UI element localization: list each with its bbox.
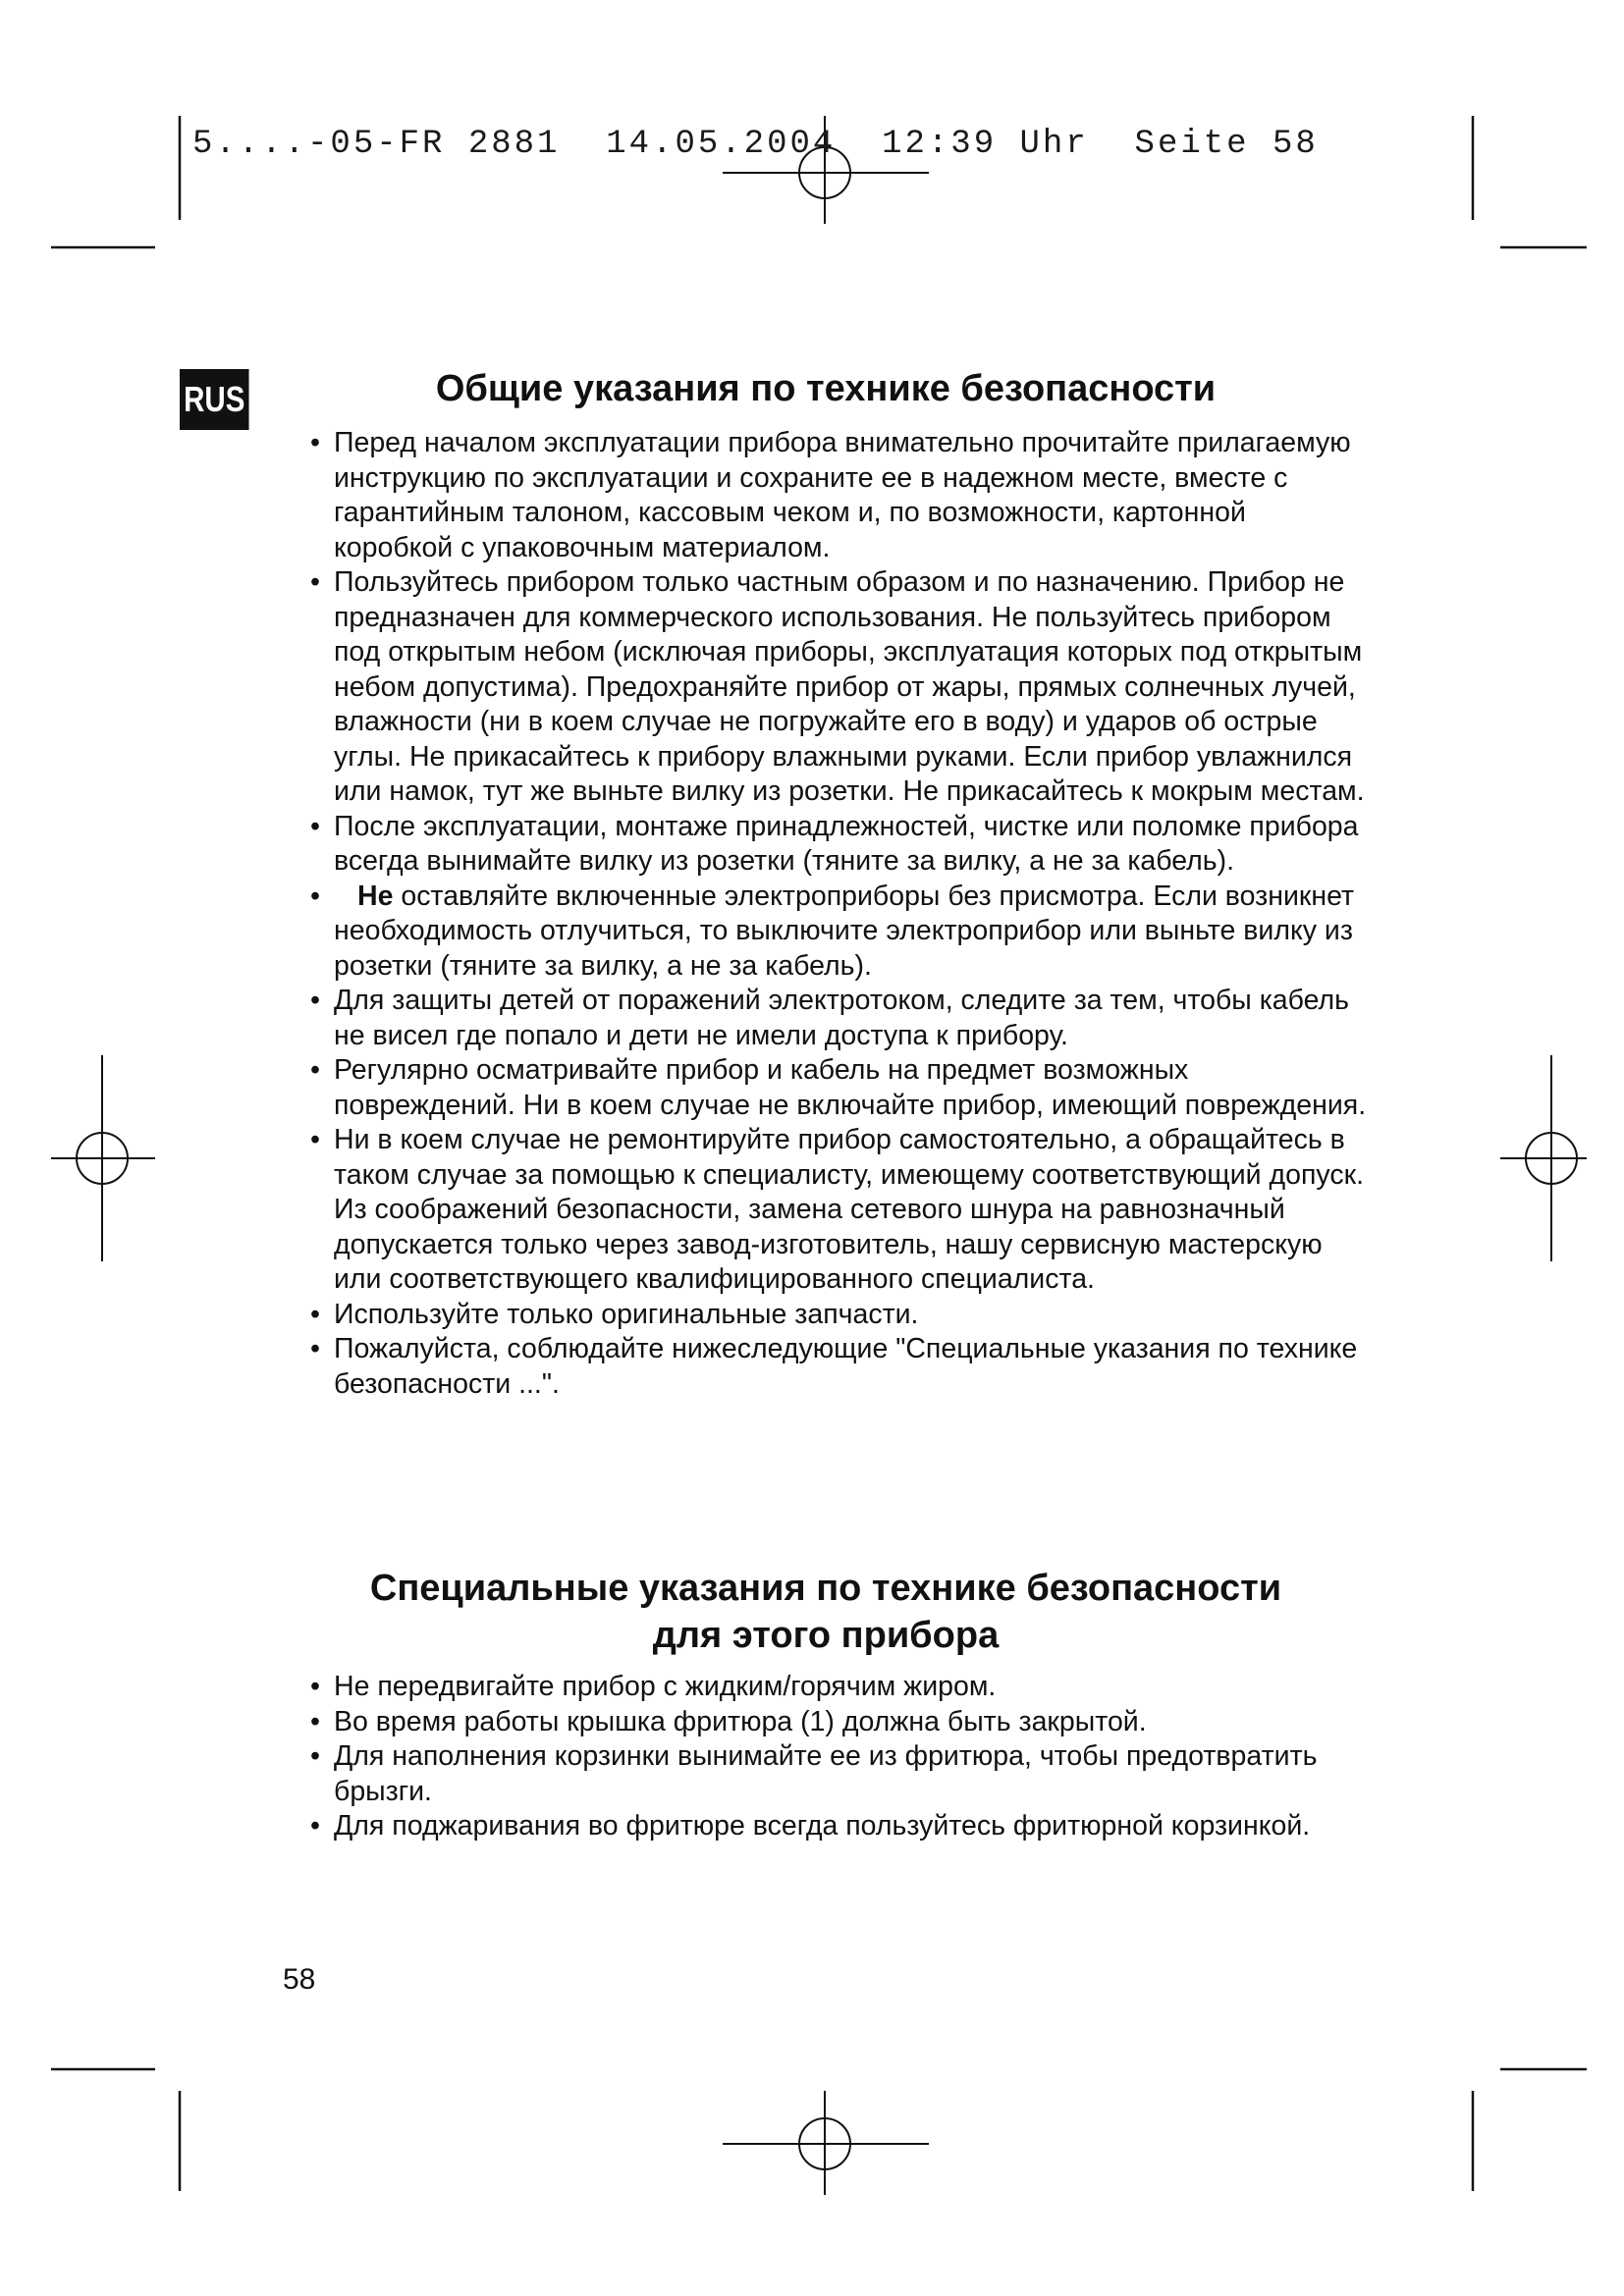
list-item: • Пользуйтесь прибором только частным образом и по назначению. Прибор не предназначен для коммерческого использования. Не пользуйтесь прибором под открытым небом (исключая приборы, эксплуатация которых под открытым небом допустима). Предохраняйте прибор от жары, прямых солнечных лучей, влажности (ни в коем случае не погружайте его в воду) и ударов об острые углы. Не прикасайтесь к прибору влажными руками. Если прибор увлажнился или намок, тут же выньте вилку из розетки. Не прикасайтесь к мокрым местам. [310,566,1365,807]
registration-mark-right [1500,1055,1587,1261]
bullet-icon: • [310,566,320,598]
print-slug-header: 5....-05-FR 2881 14.05.2004 12:39 Uhr Seite 58 [192,126,1319,163]
bullet-icon: • [310,1333,320,1364]
bullet-icon: • [310,1298,320,1330]
list-item: • Во время работы крышка фритюра (1) должна быть закрытой. [287,1705,1367,1740]
section-title-general-safety: Общие указания по технике безопасности [435,368,1217,409]
bullet-icon: • [310,1740,320,1772]
bullet-icon: • [310,1124,320,1155]
page-number: 58 [283,1963,316,1996]
bullet-icon: • [310,985,320,1016]
list-item: • Ни в коем случае не ремонтируйте прибор самостоятельно, а обращайтесь в таком случае за помощью к специалисту, имеющему соответствующий допуск. Из соображений безопасности, замена сетевого шнура на равнозначный допускается только через завод-изготовитель, нашу сервисную мастерскую или соответствующего квалифицированного специалиста. [310,1124,1364,1295]
registration-mark-left [51,1055,155,1261]
device-safety-list [287,1670,1367,1844]
list-item: • Для защиты детей от поражений электротоком, следите за тем, чтобы кабель не висел где попало и дети не имели доступа к прибору. [310,985,1350,1051]
language-badge: RUS [180,369,249,430]
bullet-icon: • [310,1705,320,1737]
list-item: • Регулярно осматривайте прибор и кабель на предмет возможных повреждений. Ни в коем случае не включайте прибор, имеющий повреждения. [310,1054,1367,1121]
bullet-icon: • [310,1671,320,1702]
list-item: • Используйте только оригинальные запчасти. [287,1298,1367,1333]
registration-mark-bottom [723,2091,929,2195]
section-title-device-specific-safety: Специальные указания по технике безопасности для этого прибора [369,1568,1282,1656]
bullet-icon: • [310,1054,320,1086]
list-item: • Для поджаривания во фритюре всегда пользуйтесь фритюрной корзинкой. [287,1809,1367,1844]
general-safety-list [287,426,1367,1402]
list-item: • Не оставляйте включенные электроприборы без присмотра. Если возникнет необходимость отлучиться, то выключите электроприбор или выньте вилку из розетки (тяните за вилку, а не за кабель). [310,880,1355,982]
list-item: • Пожалуйста, соблюдайте нижеследующие "Специальные указания по технике безопасности ...". [310,1333,1358,1400]
bullet-icon: • [310,810,320,842]
bullet-icon: • [310,427,320,458]
list-item: • Перед началом эксплуатации прибора внимательно прочитайте прилагаемую инструкцию по эксплуатации и сохраните ее в надежном месте, вместе с гарантийным талоном, кассовым чеком и, по возможности, картонной коробкой с упаковочным материалом. [310,427,1351,563]
list-item: • Для наполнения корзинки вынимайте ее из фритюра, чтобы предотвратить брызги. [310,1740,1318,1807]
list-item: • После эксплуатации, монтаже принадлежностей, чистке или поломке прибора всегда вынимайте вилку из розетки (тяните за вилку, а не за кабель). [310,810,1359,877]
bullet-icon: • [310,880,320,912]
bullet-icon: • [310,1810,320,1842]
list-item: • Не передвигайте прибор с жидким/горячим жиром. [287,1670,1367,1705]
